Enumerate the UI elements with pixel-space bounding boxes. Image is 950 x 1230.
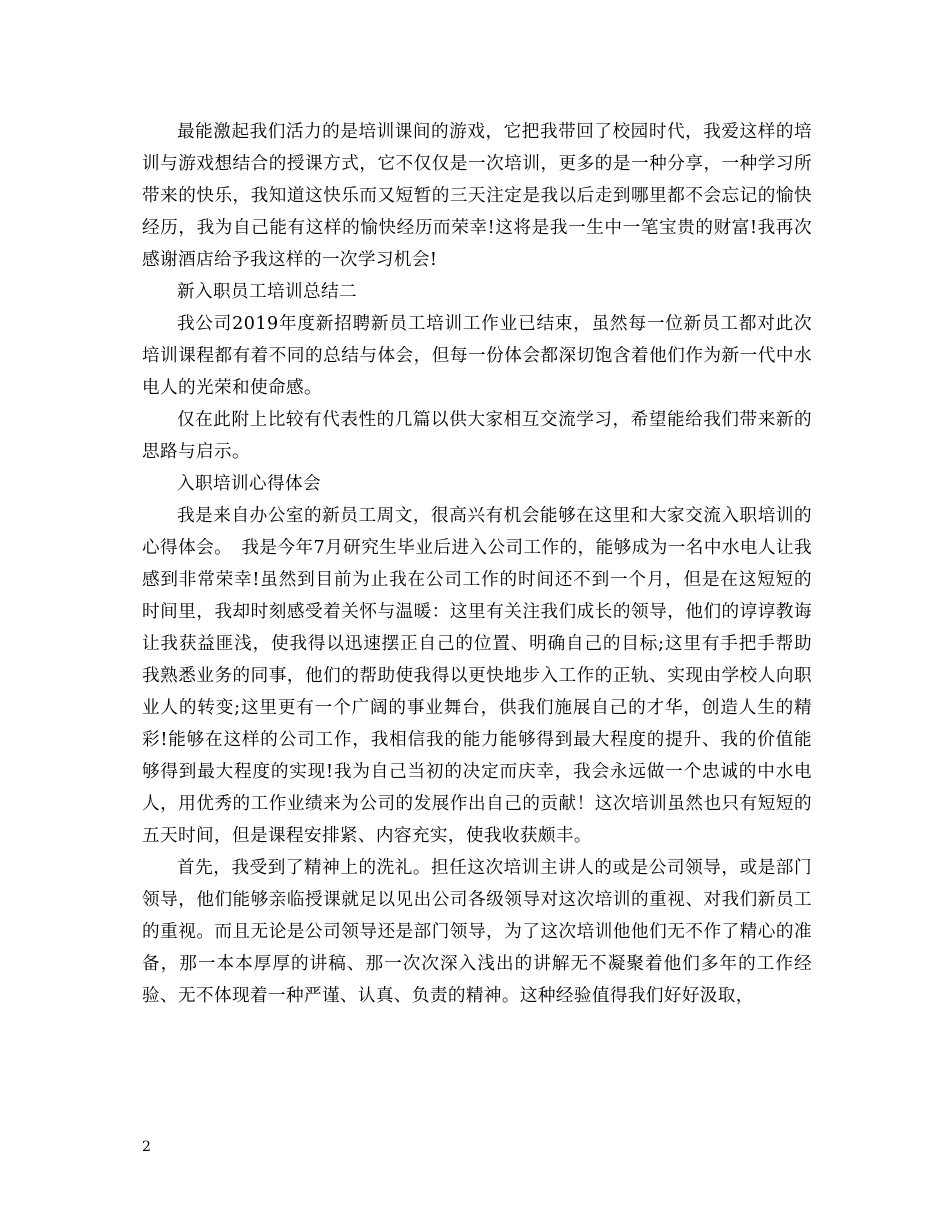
page-number: 2 xyxy=(142,1139,151,1155)
paragraph: 首先，我受到了精神上的洗礼。担任这次培训主讲人的或是公司领导，或是部门领导，他们能够亲临授课就足以见出公司各级领导对这次培训的重视、对我们新员工的重视。而且无论是公司领导还是部门领导，为了这次培训他他们无不作了精心的准备，那一本本厚厚的讲稿、那一次次深入浅出的讲解无不凝聚着他们多年的工作经验、无不体现着一种严谨、认真、负责的精神。这种经验值得我们好好汲取， xyxy=(142,858,812,1006)
section-heading: 新入职员工培训总结二 xyxy=(177,282,357,302)
paragraph: 我公司2019年度新招聘新员工培训工作业已结束，虽然每一位新员工都对此次培训课程都有着不同的总结与体会，但每一份体会都深切饱含着他们作为新一代中水电人的光荣和使命感。 xyxy=(142,314,812,398)
document-body xyxy=(142,116,812,1012)
section-heading: 入职培训心得体会 xyxy=(177,474,321,494)
paragraph: 最能激起我们活力的是培训课间的游戏，它把我带回了校园时代，我爱这样的培训与游戏想结合的授课方式，它不仅仅是一次培训，更多的是一种分享，一种学习所带来的快乐，我知道这快乐而又短暂的三天注定是我以后走到哪里都不会忘记的愉快经历，我为自己能有这样的愉快经历而荣幸!这将是我一生中一笔宝贵的财富!我再次感谢酒店给予我这样的一次学习机会! xyxy=(142,122,812,270)
paragraph: 我是来自办公室的新员工周文，很高兴有机会能够在这里和大家交流入职培训的心得体会。 我是今年7月研究生毕业后进入公司工作的，能够成为一名中水电人让我感到非常荣幸!虽然到目前为止我在公司工作的时间还不到一个月，但是在这短短的时间里，我却时刻感受着关怀与温暖：这里有关注我们成长的领导，他们的谆谆教诲让我获益匪浅，使我得以迅速摆正自己的位置、明确自己的目标;这里有手把手帮助我熟悉业务的同事，他们的帮助使我得以更快地步入工作的正轨、实现由学校人向职业人的转变;这里更有一个广阔的事业舞台，供我们施展自己的才华，创造人生的精彩!能够在这样的公司工作，我相信我的能力能够得到最大程度的提升、我的价值能够得到最大程度的实现!我为自己当初的决定而庆幸，我会永远做一个忠诚的中水电人，用优秀的工作业绩来为公司的发展作出自己的贡献！这次培训虽然也只有短短的五天时间，但是课程安排紧、内容充实，使我收获颇丰。 xyxy=(142,506,812,846)
paragraph: 仅在此附上比较有代表性的几篇以供大家相互交流学习，希望能给我们带来新的思路与启示。 xyxy=(142,410,812,462)
